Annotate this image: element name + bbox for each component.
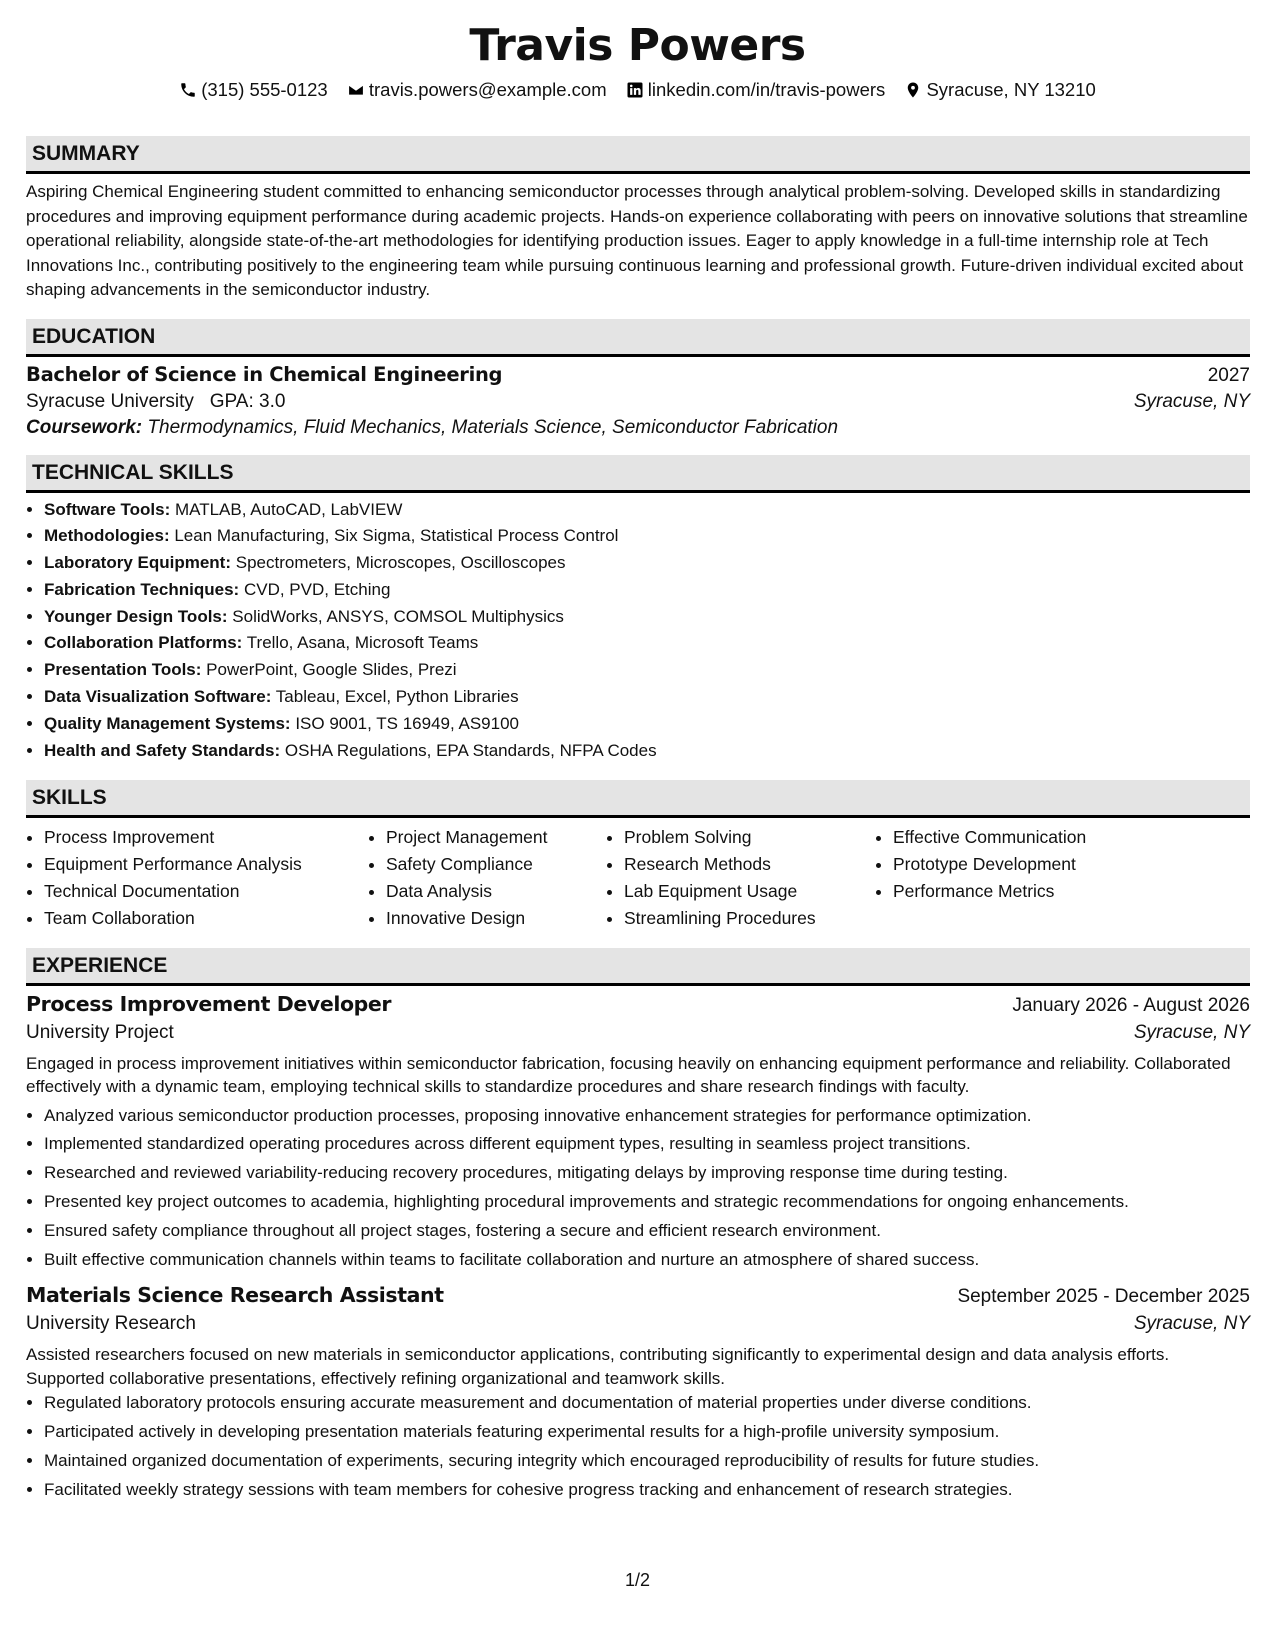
- skills-column: [875, 824, 1193, 931]
- skill-category-value: Tableau, Excel, Python Libraries: [275, 687, 519, 707]
- list-item: [44, 604, 1250, 631]
- skill-item: • Lab Equipment Usage: [624, 878, 875, 905]
- skill-category-value: SolidWorks, ANSYS, COMSOL Multiphysics: [232, 606, 564, 626]
- list-item: [44, 630, 1250, 657]
- job-org-row: [26, 1022, 1250, 1044]
- skill-item: • Safety Compliance: [386, 851, 606, 878]
- list-item: • Facilitated weekly strategy sessions with team members for cohesive progress tracking and enhancement of research strategies.: [44, 1477, 1250, 1504]
- list-item: • Regulated laboratory protocols ensuring accurate measurement and documentation of material properties under diverse conditions.: [44, 1390, 1250, 1417]
- list-item: • Participated actively in developing presentation materials featuring experimental results for a high-profile university symposium.: [44, 1419, 1250, 1446]
- phone-text: (315) 555-0123: [201, 79, 328, 100]
- skills-grid: [26, 824, 1250, 931]
- technical-skills-list: [26, 497, 1250, 765]
- job-title-row: [26, 1283, 1250, 1308]
- list-item: • Maintained organized documentation of experiments, securing integrity which encouraged reproducibility of results for future studies.: [44, 1448, 1250, 1475]
- skills-column: [606, 824, 875, 931]
- resume-content: [26, 136, 1250, 1506]
- graduation-year: 2027: [1207, 364, 1250, 386]
- skill-item: • Technical Documentation: [44, 878, 368, 905]
- list-item: [44, 684, 1250, 711]
- job-bullets: [26, 1103, 1250, 1274]
- skill-item: • Innovative Design: [386, 905, 606, 932]
- email-link[interactable]: travis.powers@example.com: [368, 79, 607, 100]
- list-item: [44, 738, 1250, 765]
- job-title: Process Improvement Developer: [26, 991, 392, 1016]
- list-item: • Built effective communication channels within teams to facilitate collaboration and nurture an atmosphere of shared success.: [44, 1247, 1250, 1274]
- job-description: Engaged in process improvement initiatives within semiconductor fabrication, focusing heavily on enhancing equipment performance and reliability. Collaborated effectively with a dynamic team, employing technical skills to standardize procedures and share research findings with faculty.: [26, 1053, 1231, 1097]
- skill-category-value: PowerPoint, Google Slides, Prezi: [206, 660, 457, 680]
- school-name: Syracuse University: [26, 390, 194, 412]
- job-org-row: [26, 1313, 1250, 1335]
- job-dates: January 2026 - August 2026: [1012, 994, 1250, 1016]
- map-pin-icon: [904, 81, 922, 99]
- education-school-row: [26, 391, 1250, 413]
- skill-item: • Data Analysis: [386, 878, 606, 905]
- skill-category-value: CVD, PVD, Etching: [243, 579, 391, 599]
- skill-item: • Research Methods: [624, 851, 875, 878]
- list-item: • Analyzed various semiconductor production processes, proposing innovative enhancement strategies for performance optimization.: [44, 1103, 1250, 1130]
- job-location: Syracuse, NY: [1133, 1021, 1250, 1043]
- list-item: • Presented key project outcomes to academia, highlighting procedural improvements and strategic recommendations for ongoing enhancements.: [44, 1189, 1250, 1216]
- skill-item: • Process Improvement: [44, 824, 368, 851]
- skills-column: [26, 824, 368, 931]
- job-dates: September 2025 - December 2025: [957, 1286, 1250, 1308]
- contact-email[interactable]: [347, 79, 607, 101]
- coursework-line: [26, 417, 1250, 439]
- skill-category-label: Younger Design Tools:: [44, 606, 228, 626]
- job-entry: [26, 1283, 1250, 1503]
- candidate-name: Travis Powers: [469, 20, 806, 71]
- phone-icon: [179, 81, 197, 99]
- skill-category-value: Trello, Asana, Microsoft Teams: [246, 633, 479, 653]
- list-item: [44, 497, 1250, 524]
- job-bullets: [26, 1390, 1250, 1503]
- skill-category-value: OSHA Regulations, EPA Standards, NFPA Codes: [284, 740, 657, 760]
- job-location: Syracuse, NY: [1133, 1313, 1250, 1335]
- skill-category-label: Software Tools:: [44, 499, 171, 519]
- list-item: [44, 550, 1250, 577]
- education-degree-row: [26, 363, 1250, 387]
- education-heading: EDUCATION: [26, 319, 1250, 357]
- job-entry: [26, 992, 1250, 1274]
- contact-bar: [0, 79, 1275, 104]
- skill-item: • Equipment Performance Analysis: [44, 851, 368, 878]
- list-item: • Researched and reviewed variability-reducing recovery procedures, mitigating delays by improving response time during testing.: [44, 1160, 1250, 1187]
- list-item: [44, 711, 1250, 738]
- envelope-icon: [347, 81, 365, 99]
- list-item: [44, 577, 1250, 604]
- skill-item: • Prototype Development: [893, 851, 1193, 878]
- gpa: GPA: 3.0: [209, 390, 286, 412]
- skill-item: • Team Collaboration: [44, 905, 368, 932]
- job-description: Assisted researchers focused on new materials in semiconductor applications, contributing significantly to experimental design and data analysis efforts. Supported collaborative presentations, effectively refining organizational and teamwork skills.: [26, 1345, 1170, 1388]
- skill-category-value: Spectrometers, Microscopes, Oscilloscopes: [235, 553, 566, 573]
- skill-category-label: Quality Management Systems:: [44, 713, 291, 733]
- experience-heading: EXPERIENCE: [26, 948, 1250, 986]
- skill-category-label: Methodologies:: [44, 526, 170, 546]
- list-item: [44, 523, 1250, 550]
- skill-category-value: Lean Manufacturing, Six Sigma, Statistical Process Control: [174, 526, 619, 546]
- skill-category-label: Fabrication Techniques:: [44, 579, 240, 599]
- skill-item: • Performance Metrics: [893, 878, 1193, 905]
- technical-skills-heading: TECHNICAL SKILLS: [26, 455, 1250, 493]
- linkedin-icon: [626, 81, 644, 99]
- skills-heading: SKILLS: [26, 780, 1250, 818]
- skill-item: • Problem Solving: [624, 824, 875, 851]
- list-item: • Ensured safety compliance throughout all project stages, fostering a secure and efficient research environment.: [44, 1218, 1250, 1245]
- skills-column: [368, 824, 606, 931]
- skill-category-value: ISO 9001, TS 16949, AS9100: [295, 713, 520, 733]
- coursework-list: Thermodynamics, Fluid Mechanics, Materials Science, Semiconductor Fabrication: [147, 416, 839, 438]
- job-title: Materials Science Research Assistant: [26, 1283, 444, 1308]
- summary-heading: SUMMARY: [26, 136, 1250, 174]
- skill-category-label: Data Visualization Software:: [44, 687, 272, 707]
- skill-item: • Project Management: [386, 824, 606, 851]
- school-line: [26, 391, 285, 413]
- school-location: Syracuse, NY: [1133, 390, 1250, 412]
- contact-linkedin[interactable]: [626, 79, 886, 101]
- skill-category-label: Collaboration Platforms:: [44, 633, 243, 653]
- list-item: • Implemented standardized operating procedures across different equipment types, resulting in seamless project transitions.: [44, 1131, 1250, 1158]
- linkedin-link[interactable]: linkedin.com/in/travis-powers: [647, 79, 886, 100]
- list-item: [44, 657, 1250, 684]
- summary-text: Aspiring Chemical Engineering student committed to enhancing semiconductor processes through analytical problem-solving. Developed skills in standardizing procedures and improving equipment performance during academic projects. Hands-on experience collaborating with peers on innovative solutions that streamline operational reliability, alongside state-of-the-art methodologies for identifying production issues. Eager to apply knowledge in a full-time internship role at Tech Innovations Inc., contributing positively to the engineering team while pursuing continuous learning and professional growth. Future-driven individual excited about shaping advancements in the semiconductor industry.: [26, 182, 1248, 299]
- contact-phone: [179, 79, 328, 101]
- skill-category-value: MATLAB, AutoCAD, LabVIEW: [174, 499, 403, 519]
- coursework-label: Coursework:: [26, 416, 143, 438]
- skill-category-label: Presentation Tools:: [44, 660, 202, 680]
- job-organization: University Project: [26, 1021, 174, 1043]
- skill-category-label: Laboratory Equipment:: [44, 553, 232, 573]
- skill-item: • Streamlining Procedures: [624, 905, 875, 932]
- job-organization: University Research: [26, 1313, 196, 1335]
- skill-item: • Effective Communication: [893, 824, 1193, 851]
- location-text: Syracuse, NY 13210: [926, 79, 1096, 100]
- job-title-row: [26, 992, 1250, 1017]
- contact-location: [904, 79, 1095, 101]
- page-number: 1/2: [624, 1570, 651, 1590]
- skill-category-label: Health and Safety Standards:: [44, 740, 281, 760]
- degree-title: Bachelor of Science in Chemical Engineering: [26, 362, 503, 386]
